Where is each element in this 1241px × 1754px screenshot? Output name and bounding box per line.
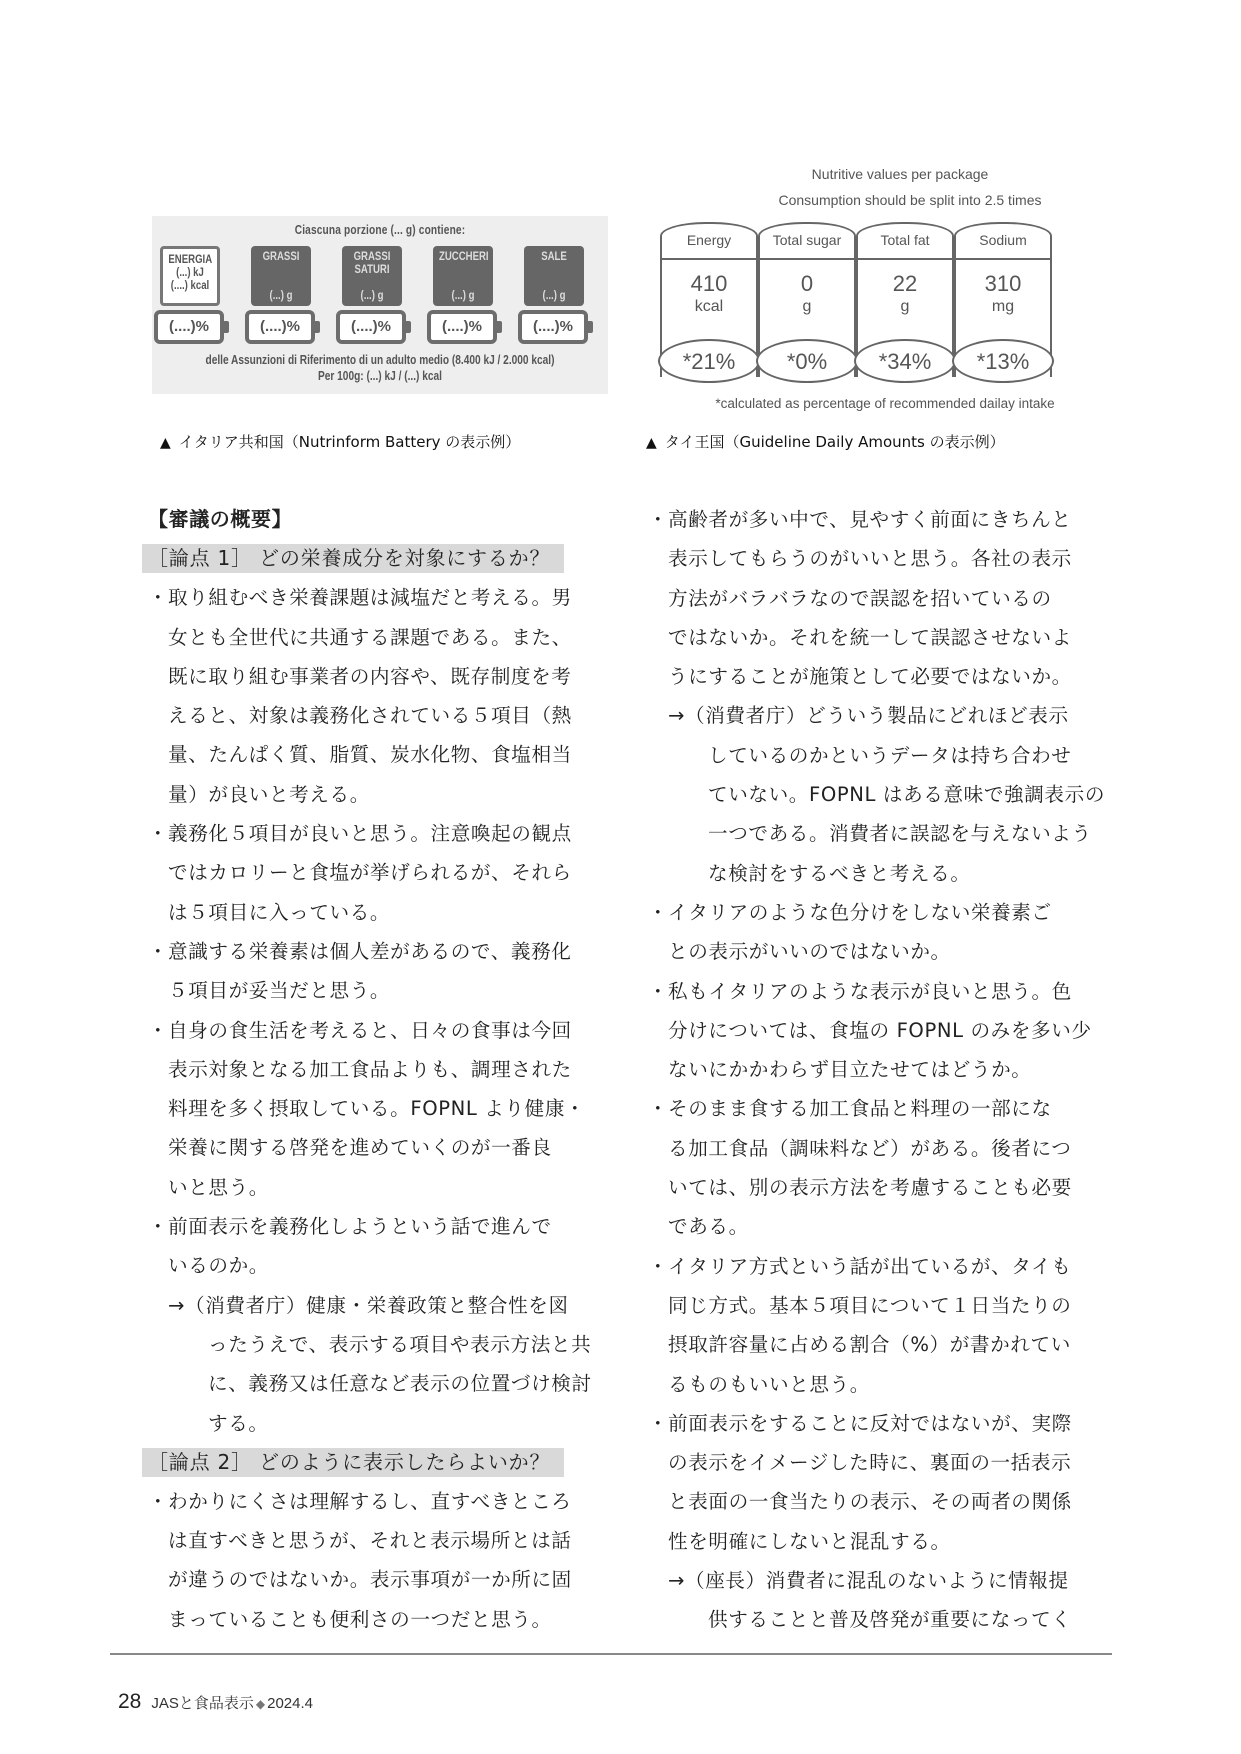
italy-item-zuccheri: [427, 246, 509, 346]
thai-item-value: 0: [800, 271, 814, 296]
bullet-dot: ・: [648, 979, 669, 1003]
italy-battery-row: [152, 246, 608, 346]
thai-gda-table: [640, 222, 1100, 382]
bullet-item: ・義務化５項目が良いと思う。注意喚起の観点 ではカロリーと食塩が挙げられるが、それら は５項目に入っている。: [148, 814, 608, 932]
divider: [662, 258, 756, 260]
thai-figure-title: Nutritive values per package: [811, 166, 989, 182]
bullet-item: ・イタリア方式という話が出ているが、タイも 同じ方式。基本５項目について１日当たりの 摂取許容量に占める割合（%）が書かれてい るものもいいと思う。: [648, 1247, 1108, 1404]
bullet-dot: ・: [648, 900, 669, 924]
battery-percent: (....)%: [154, 310, 224, 344]
bullet-item: ・イタリアのような色分けをしない栄養素ご との表示がいいのではないか。: [648, 893, 1108, 972]
thai-item-total-fat: [856, 222, 954, 377]
thai-item-energy: [660, 222, 758, 377]
right-column: [648, 500, 1108, 1640]
bullet-dot: ・: [148, 1489, 169, 1513]
battery-percent: (....)%: [336, 310, 406, 344]
divider: [858, 258, 952, 260]
bullet-dot: ・: [648, 1254, 669, 1278]
bullet-item: ・前面表示を義務化しようという話で進んで いるのか。: [148, 1207, 608, 1286]
battery-percent: (....)%: [427, 310, 497, 344]
diamond-separator-icon: ◆: [255, 1697, 266, 1711]
bullet-dot: ・: [148, 1215, 169, 1239]
triangle-marker-icon: ▲: [160, 435, 171, 451]
topic-2-heading: ［論点 2］ どのように表示したらよいか？: [142, 1448, 564, 1477]
bullet-item: ・意識する栄養素は個人差があるので、義務化 ５項目が妥当だと思う。: [148, 932, 608, 1011]
bullet-dot: ・: [648, 508, 669, 531]
thai-figure-caption: [646, 431, 1005, 452]
thai-item-percent: *21%: [658, 339, 760, 383]
italy-item-header: GRASSI SATURI (...) g: [342, 246, 402, 306]
thai-item-unit: g: [802, 298, 812, 315]
thai-item-total-sugar: [758, 222, 856, 377]
bullet-item: ・そのまま食する加工食品と料理の一部にな る加工食品（調味料など）がある。後者につ いては、別の表示方法を考慮することも必要 である。: [648, 1089, 1108, 1246]
publication-title: JASと食品表示: [151, 1695, 254, 1712]
divider: [760, 258, 854, 260]
italy-item-header: GRASSI (...) g: [251, 246, 311, 306]
thai-item-percent: *34%: [854, 339, 956, 383]
thai-item-value: 310: [984, 271, 1022, 296]
bullet-item: ・わかりにくさは理解するし、直すべきところ は直すべきと思うが、それと表示場所とは話 が違うのではないか。表示事項が一か所に固 まっていることも便利さの一つだと思う。: [148, 1482, 608, 1639]
triangle-marker-icon: ▲: [646, 435, 657, 451]
thai-gda-figure: [640, 160, 1090, 420]
thai-item-percent: *0%: [756, 339, 858, 383]
bullet-dot: ・: [648, 1411, 669, 1435]
bullet-item: ・取り組むべき栄養課題は減塩だと考える。男 女とも全世代に共通する課題である。また、 既に取り組む事業者の内容や、既存制度を考 えると、対象は義務化されている５項目（熱 量、たんぱく質、脂質、炭水化物、食塩相当 量）が良いと考える。: [148, 578, 608, 814]
italy-item-grassi: [245, 246, 327, 346]
bullet-dot: ・: [648, 1097, 669, 1121]
bullet-item: ・私もイタリアのような表示が良いと思う。色 分けについては、食塩の FOPNL のみを多い少 ないにかかわらず目立たせてはどうか。: [648, 972, 1108, 1090]
thai-item-name: Energy: [686, 232, 732, 248]
italy-nutrinform-figure: [152, 216, 608, 394]
bullet-item: ・前面表示をすることに反対ではないが、実際 の表示をイメージした時に、裏面の一括表示 と表面の一食当たりの表示、その両者の関係 性を明確にしないと混乱する。: [648, 1404, 1108, 1561]
left-column: [148, 500, 608, 1639]
response-item: →（消費者庁）どういう製品にどれほど表示 しているのかというデータは持ち合わせ ていない。FOPNL はある意味で強調表示の 一つである。消費者に誤認を与えないよう な検討をするべきと考える。: [668, 704, 1106, 885]
bullet-item: ・高齢者が多い中で、見やすく前面にきちんと 表示してもらうのがいいと思う。各社の表示 方法がバラバラなので誤認を招いているの ではないか。それを統一して誤認させないよ うにすることが施策として必要ではないか。: [648, 500, 1108, 696]
italy-item-grassi-saturi: [336, 246, 418, 346]
thai-item-value: 410: [690, 271, 728, 296]
thai-footnote: *calculated as percentage of recommended dailay intake: [715, 396, 1055, 411]
bullet-item: ・自身の食生活を考えると、日々の食事は今回 表示対象となる加工食品よりも、調理された 料理を多く摂取している。FOPNL より健康・ 栄養に関する啓発を進めていくのが一番良 いと思う。: [148, 1011, 608, 1207]
topic-1-heading: ［論点 1］ どの栄養成分を対象にするか？: [142, 544, 564, 573]
divider: [956, 258, 1050, 260]
italy-item-header: ENERGIA (...) kJ (....) kcal: [160, 246, 220, 306]
page-number: 28: [118, 1690, 142, 1713]
bullet-dot: ・: [148, 586, 169, 610]
italy-item-sale: [518, 246, 600, 346]
thai-item-name: Total fat: [880, 232, 930, 248]
thai-item-percent: *13%: [952, 339, 1054, 383]
issue-date: 2024.4: [267, 1695, 313, 1712]
italy-item-header: ZUCCHERI (...) g: [433, 246, 493, 306]
italy-footnote-per100g: Per 100g: (...) kJ / (...) kcal: [318, 368, 442, 383]
battery-percent: (....)%: [518, 310, 588, 344]
thai-item-sodium: [954, 222, 1052, 377]
response-item: →（座長）消費者に混乱のないように情報提 供することと普及啓発が重要になってく: [668, 1569, 1072, 1632]
page-footer: [118, 1690, 313, 1714]
battery-percent: (....)%: [245, 310, 315, 344]
bullet-dot: ・: [148, 1018, 169, 1042]
thai-item-value: 22: [892, 271, 918, 296]
caption-text: タイ王国（Guideline Daily Amounts の表示例）: [664, 433, 1005, 451]
italy-item-energia: [154, 246, 236, 346]
thai-item-unit: g: [900, 298, 910, 315]
section-heading: 【審議の概要】: [148, 507, 293, 531]
thai-item-name: Sodium: [979, 232, 1027, 248]
thai-figure-subtitle: Consumption should be split into 2.5 times: [778, 192, 1042, 208]
thai-item-unit: mg: [991, 298, 1015, 315]
italy-item-header: SALE (...) g: [524, 246, 584, 306]
bullet-dot: ・: [148, 939, 169, 963]
thai-item-unit: kcal: [694, 298, 724, 315]
footer-divider: [110, 1653, 1112, 1655]
thai-item-name: Total sugar: [772, 232, 842, 248]
italy-figure-caption: [160, 431, 520, 452]
bullet-dot: ・: [148, 822, 169, 846]
caption-text: イタリア共和国（Nutrinform Battery の表示例）: [178, 433, 521, 451]
italy-footnote-reference: delle Assunzioni di Riferimento di un adulto medio (8.400 kJ / 2.000 kcal): [205, 352, 555, 367]
response-item: →（消費者庁）健康・栄養政策と整合性を図 ったうえで、表示する項目や表示方法と共 に、義務又は任意など表示の位置づけ検討 する。: [168, 1293, 592, 1435]
italy-figure-title: Ciascuna porzione (... g) contiene:: [294, 222, 466, 237]
